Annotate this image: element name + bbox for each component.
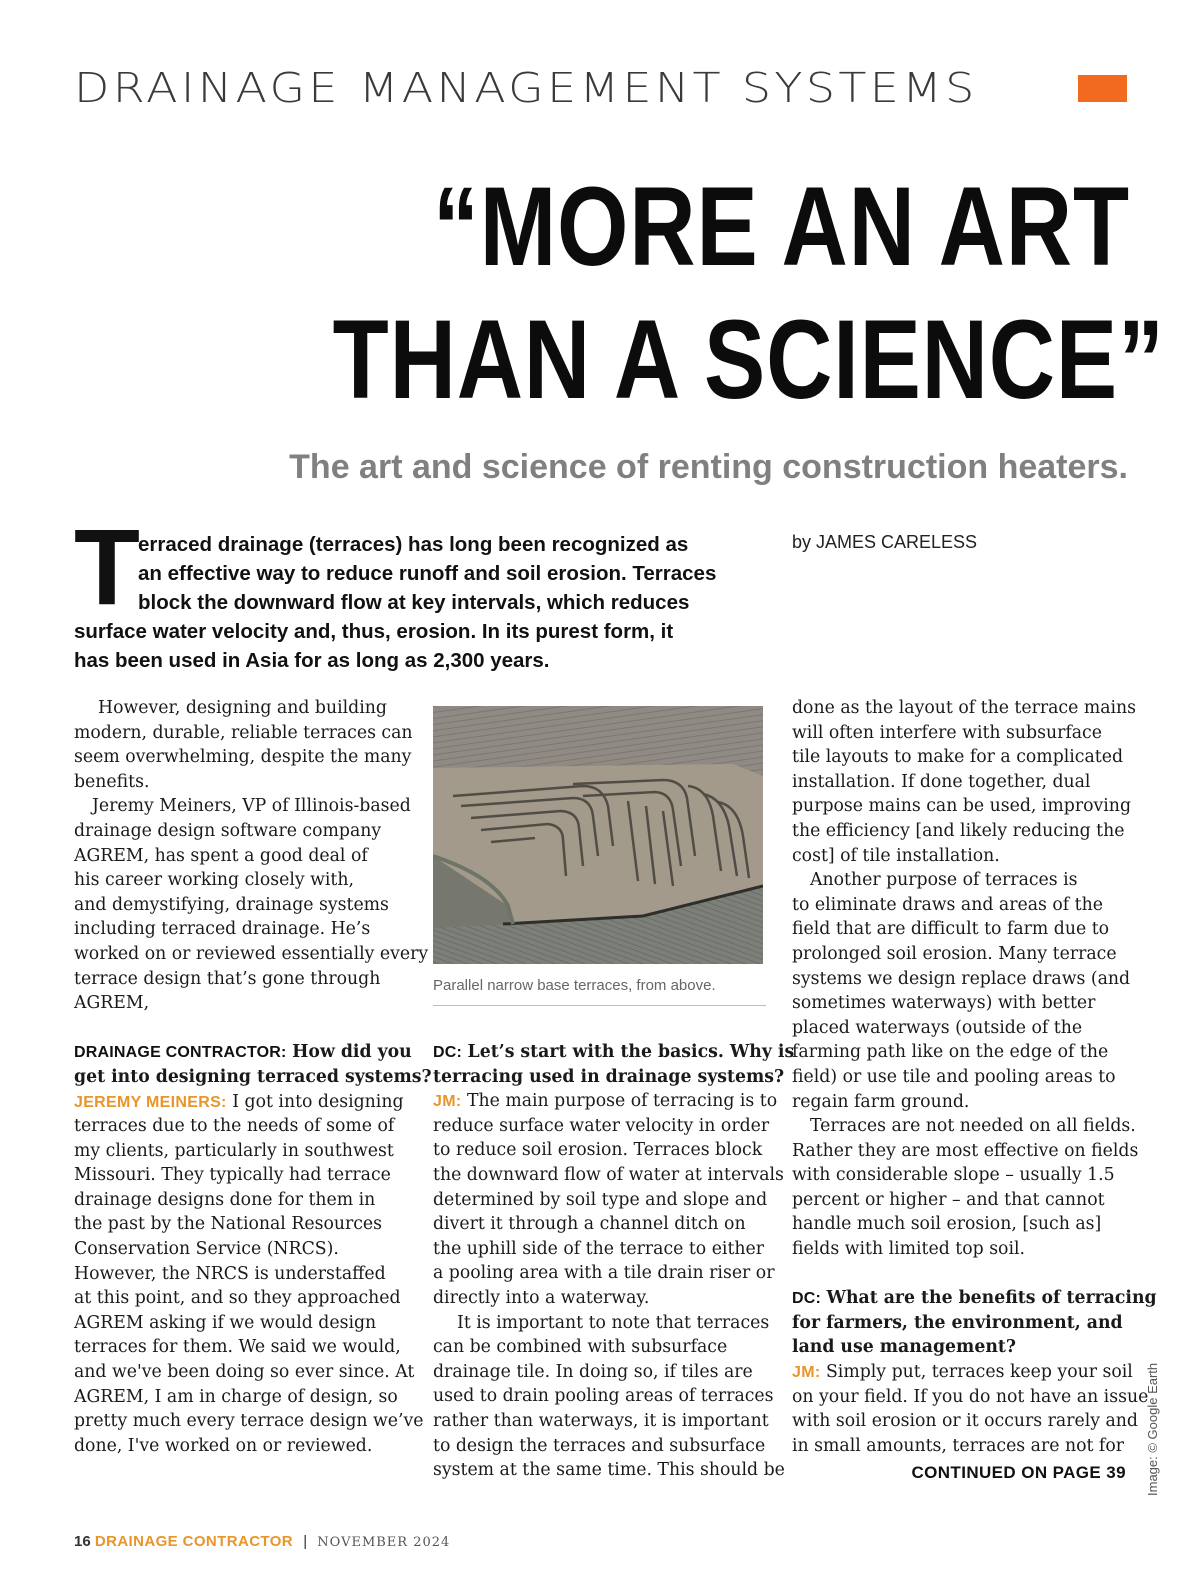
question-line: for farmers, the environment, and	[792, 1312, 1123, 1333]
text-line: drainage tile. In doing so, if tiles are	[433, 1361, 753, 1382]
text-line: to reduce soil erosion. Terraces block	[433, 1140, 763, 1161]
lead-line: erraced drainage (terraces) has long been recognized as	[138, 533, 689, 556]
text-line: Another purpose of terraces is	[810, 870, 1078, 891]
text-line: AGREM,	[74, 993, 150, 1014]
text-line: at this point, and so they approached	[74, 1288, 401, 1309]
lead-line: an effective way to reduce runoff and soil erosion. Terraces	[138, 562, 717, 585]
magazine-name: DRAINAGE CONTRACTOR	[94, 1533, 294, 1550]
text-line: his career working closely with,	[74, 870, 354, 891]
text-line: to design the terraces and subsurface	[433, 1435, 766, 1456]
answer-line: JM: The main purpose of terracing is to	[433, 1091, 778, 1112]
page-footer	[74, 1533, 450, 1550]
text-line: in small amounts, terraces are not for	[792, 1435, 1124, 1456]
section-header: DRAINAGE MANAGEMENT SYSTEMS	[74, 64, 978, 112]
text-line: done as the layout of the terrace mains	[792, 698, 1137, 718]
text-line: drainage design software company	[74, 820, 382, 841]
text-line: AGREM, I am in charge of design, so	[74, 1386, 398, 1407]
question-label: DRAINAGE CONTRACTOR:	[74, 1044, 287, 1062]
text-line: handle much soil erosion, [such as]	[792, 1214, 1102, 1235]
text-line: purpose mains can be used, improving	[792, 796, 1132, 817]
text-line: pretty much every terrace design we’ve	[74, 1411, 424, 1432]
drop-cap: T	[74, 506, 140, 627]
lead-line: block the downward flow at key intervals, which reduces	[138, 591, 690, 614]
text-line: cost] of tile installation.	[792, 845, 1000, 866]
title-line-1: “MORE AN ART	[433, 164, 1130, 289]
text-line: However, designing and building	[98, 698, 387, 718]
page-number: 16	[74, 1533, 91, 1550]
text-line: prolonged soil erosion. Many terrace	[792, 943, 1117, 964]
text-line: terraces for them. We said we would,	[74, 1337, 401, 1358]
text-line: Rather they are most effective on fields	[792, 1140, 1139, 1161]
text-line: reduce surface water velocity in order	[433, 1115, 770, 1136]
text-line: with soil erosion or it occurs rarely and	[792, 1411, 1138, 1432]
question-line: DC: Let’s start with the basics. Why is	[433, 1042, 795, 1062]
text-line: done, I've worked on or reviewed.	[74, 1435, 373, 1456]
text-line: on your field. If you do not have an issue	[792, 1386, 1149, 1407]
text-line: the efficiency [and likely reducing the	[792, 820, 1125, 841]
text-line: to eliminate draws and areas of the	[792, 894, 1103, 915]
article-title	[150, 160, 1165, 426]
text-line: installation. If done together, dual	[792, 771, 1091, 792]
question-line: DC: What are the benefits of terracing	[792, 1288, 1157, 1309]
text-line: sometimes waterways) with better	[792, 993, 1096, 1014]
article-subtitle: The art and science of renting construction heaters.	[289, 448, 1128, 486]
text-line: Conservation Service (NRCS).	[74, 1239, 339, 1260]
byline: by JAMES CARELESS	[792, 532, 978, 552]
text-line: It is important to note that terraces	[457, 1312, 770, 1333]
text-line: my clients, particularly in southwest	[74, 1140, 394, 1161]
text-line: divert it through a channel ditch on	[433, 1214, 746, 1235]
text-line: regain farm ground.	[792, 1091, 970, 1112]
text-line: tile layouts to make for a complicated	[792, 747, 1124, 768]
text-line: Terraces are not needed on all fields.	[810, 1116, 1136, 1137]
text-line: field that are difficult to farm due to	[792, 919, 1110, 940]
text-line: worked on or reviewed essentially every	[74, 943, 429, 964]
answer-label: JM:	[433, 1093, 462, 1111]
text-line: Jeremy Meiners, VP of Illinois-based	[92, 796, 411, 817]
text-line: rather than waterways, it is important	[433, 1410, 769, 1431]
footer-separator: |	[303, 1533, 308, 1550]
question-line: get into designing terraced systems?	[74, 1066, 432, 1087]
text-line: directly into a waterway.	[433, 1287, 650, 1308]
text-line: the downward flow of water at intervals	[433, 1164, 784, 1185]
image-credit: Image: © Google Earth	[1145, 1362, 1160, 1496]
text-line: Missouri. They typically had terrace	[74, 1165, 391, 1186]
lead-line: surface water velocity and, thus, erosion. In its purest form, it	[74, 620, 674, 643]
caption-divider	[433, 1005, 766, 1006]
text-line: terraces due to the needs of some of	[74, 1116, 395, 1137]
text-line: field) or use tile and pooling areas to	[792, 1066, 1116, 1087]
answer-line: JEREMY MEINERS: I got into designing	[74, 1091, 404, 1112]
text-line: systems we design replace draws (and	[792, 968, 1131, 989]
text-line: will often interfere with subsurface	[792, 722, 1102, 743]
text-line: the past by the National Resources	[74, 1214, 383, 1235]
text-line: system at the same time. This should be	[433, 1460, 785, 1481]
column-1	[74, 696, 432, 1458]
photo-caption: Parallel narrow base terraces, from above.	[433, 977, 716, 994]
text-line: used to drain pooling areas of terraces	[433, 1386, 774, 1407]
question-label: DC:	[792, 1290, 822, 1308]
question-line: terracing used in drainage systems?	[433, 1066, 785, 1087]
aerial-terrace-photo	[433, 706, 763, 964]
question-line: land use management?	[792, 1337, 1017, 1358]
title-line-2: THAN A SCIENCE”	[332, 297, 1165, 422]
text-line: fields with limited top soil.	[792, 1239, 1026, 1260]
text-line: and we've been doing so ever since. At	[74, 1362, 415, 1383]
text-line: seem overwhelming, despite the many	[74, 747, 412, 768]
text-line: can be combined with subsurface	[433, 1337, 728, 1358]
question-line: DRAINAGE CONTRACTOR: How did you	[74, 1042, 412, 1063]
text-line: AGREM, has spent a good deal of	[74, 845, 368, 866]
answer-label: JEREMY MEINERS:	[74, 1093, 227, 1111]
text-line: terrace design that’s gone through	[74, 968, 381, 989]
column-2	[433, 1040, 795, 1483]
text-line: the uphill side of the terrace to either	[433, 1238, 765, 1259]
continued-on-link[interactable]: CONTINUED ON PAGE 39	[911, 1463, 1126, 1482]
text-line: with considerable slope – usually 1.5	[792, 1165, 1115, 1186]
text-line: benefits.	[74, 771, 150, 792]
header-accent-block	[1078, 75, 1127, 102]
text-line: and demystifying, drainage systems	[74, 894, 389, 915]
answer-line: JM: Simply put, terraces keep your soil	[792, 1362, 1133, 1383]
text-line: drainage designs done for them in	[74, 1189, 376, 1210]
text-line: AGREM asking if we would design	[74, 1312, 377, 1333]
text-line: determined by soil type and slope and	[433, 1189, 768, 1210]
text-line: modern, durable, reliable terraces can	[74, 722, 413, 743]
text-line: a pooling area with a tile drain riser or	[433, 1263, 775, 1284]
answer-label: JM:	[792, 1364, 821, 1382]
issue-date: NOVEMBER 2024	[317, 1535, 451, 1550]
lead-line: has been used in Asia for as long as 2,300 years.	[74, 649, 550, 672]
text-line: percent or higher – and that cannot	[792, 1189, 1105, 1210]
text-line: farming path like on the edge of the	[792, 1042, 1109, 1063]
question-label: DC:	[433, 1044, 463, 1061]
text-line: However, the NRCS is understaffed	[74, 1263, 386, 1284]
text-line: including terraced drainage. He’s	[74, 919, 371, 940]
text-line: placed waterways (outside of the	[792, 1017, 1083, 1038]
